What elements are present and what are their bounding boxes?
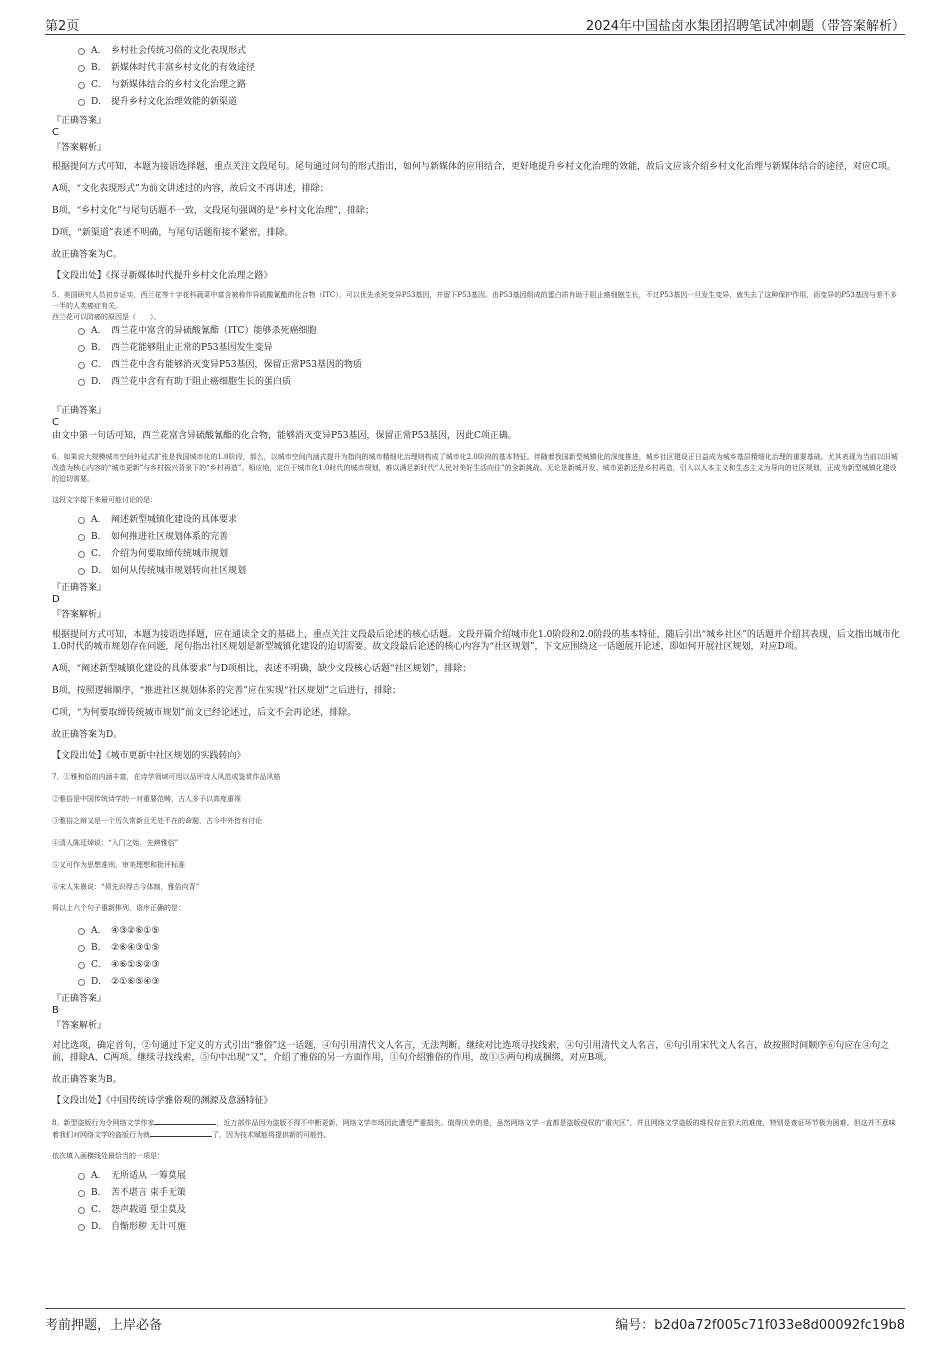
page-footer (45, 1308, 905, 1335)
source-citation: 【文段出处】《中国传统诗学雅俗观的渊源及意涵特征》 (52, 1096, 273, 1106)
option-a[interactable]: A． 无所适从 一筹莫展 (78, 1168, 902, 1185)
question-prompt: 将以上六个句子重新排列，语序正确的是： (52, 904, 185, 912)
option-d[interactable]: D． 如何从传统城市规划转向社区规划 (78, 563, 902, 580)
q7-options (52, 923, 902, 991)
option-c[interactable]: C． 介绍为何要取缔传统城市规划 (78, 546, 902, 563)
option-b[interactable]: B． 苦不堪言 束手无策 (78, 1185, 902, 1202)
analysis-text: D项，“新渠道”表述不明确，与尾句话题衔接不紧密，排除。 (52, 228, 294, 238)
blank-line (150, 1129, 212, 1137)
radio-icon[interactable] (78, 962, 85, 969)
q5-options (52, 323, 902, 391)
sentence-item: 7、①雅和俗的内涵丰富，在诗学领域可用以品评诗人风范或鉴赏作品风格 (52, 773, 281, 781)
radio-icon[interactable] (78, 979, 85, 986)
q4-options (52, 43, 902, 111)
option-a[interactable]: A． ④③②⑥①⑤ (78, 923, 902, 940)
radio-icon[interactable] (78, 362, 85, 369)
option-b[interactable]: B． 西兰花能够阻止正常的P53基因发生变异 (78, 340, 902, 357)
radio-icon[interactable] (78, 65, 85, 72)
analysis-label: 『答案解析』 (52, 610, 107, 620)
radio-icon[interactable] (78, 1224, 85, 1231)
page-header (45, 12, 905, 35)
option-d[interactable]: D． ②①⑥⑤④③ (78, 974, 902, 991)
footer-slogan: 考前押题，上岸必备 (45, 1318, 163, 1333)
sentence-item: ④清人陈廷焯说：“入门之始，先辨雅俗” (52, 839, 179, 847)
option-a[interactable]: A． 西兰花中富含的异硫酸氰酯（ITC）能够杀死癌细胞 (78, 323, 902, 340)
radio-icon[interactable] (78, 1173, 85, 1180)
correct-answer: C (52, 127, 59, 138)
option-c[interactable]: C． ④⑥①⑤②③ (78, 957, 902, 974)
radio-icon[interactable] (78, 928, 85, 935)
analysis-text: B项，按照逻辑顺序，“推进社区规划体系的完善”应在实现“社区规划”之后进行，排除； (52, 686, 402, 696)
radio-icon[interactable] (78, 517, 85, 524)
page-content (52, 43, 902, 1236)
radio-icon[interactable] (78, 551, 85, 558)
analysis-text: A项，“阐述新型城镇化建设的具体要求”与D项相比，表述不明确，缺少文段核心话题“社区规划”，排除； (52, 664, 472, 674)
correct-answer-label: 『正确答案』 (52, 994, 107, 1004)
source-citation: 【文段出处】《探寻新媒体时代提升乡村文化治理之路》 (52, 271, 273, 281)
source-citation: 【文段出处】《城市更新中社区规划的实践转向》 (52, 751, 246, 761)
radio-icon[interactable] (78, 99, 85, 106)
document-code: 编号：b2d0a72f005c71f033e8d00092fc19b8 (615, 1318, 905, 1333)
sentence-item: ②雅俗是中国传统诗学的一对重要范畴，古人多予以高度重视 (52, 795, 241, 803)
analysis-label: 『答案解析』 (52, 1021, 107, 1031)
analysis-text: 根据提问方式可知，本题为接语选择题，重点关注文段尾句。尾句通过问句的形式指出，如何与新媒体的应用结合，更好地提升乡村文化治理的效能，故后文应该介绍乡村文化治理与新媒体结合的途径，对应C项。 (52, 162, 896, 172)
sentence-item: ⑥宋人朱熹说：“须先识得古今体制，雅俗向背” (52, 883, 200, 891)
option-c[interactable]: C． 西兰花中含有能够消灭变异P53基因，保留正常P53基因的物质 (78, 357, 902, 374)
option-c[interactable]: C． 与新媒体结合的乡村文化治理之路 (78, 77, 902, 94)
sentence-item: ③雅俗之辩又是一个历久常新且无处不在的命题，古今中外皆有讨论 (52, 817, 262, 825)
blank-line (154, 1117, 216, 1125)
option-a[interactable]: A． 乡村社会传统习俗的文化表现形式 (78, 43, 902, 60)
analysis-conclusion: 故正确答案为B。 (52, 1075, 122, 1085)
correct-answer-label: 『正确答案』 (52, 406, 107, 416)
correct-answer: C (52, 417, 59, 428)
radio-icon[interactable] (78, 379, 85, 386)
analysis-text: B项，“乡村文化”与尾句话题不一致，文段尾句强调的是“乡村文化治理”，排除； (52, 206, 375, 216)
q6-options (52, 512, 902, 580)
option-d[interactable]: D． 提升乡村文化治理效能的新渠道 (78, 94, 902, 111)
question-stem: 6、如果说大规模城市空间外延式扩张是我国城市化的1.0阶段，那么，以城市空间内涵式提升为指向的城市精细化治理则构成了城市化2.0阶段的基本特征。伴随着我国新型城镇化的深度推进，城乡社区建设正日益成为城乡基层精细化治理的重要基础。尤其表现为当前以旧城改造为核心内容的“城市更新”与乡村振兴背景下的“乡村再造”。相应地，定位于城市化1.0时代的城市规划，难以满足新时代“人民对美好生活向往”的全新挑战。无论是新城开发、城市更新还是乡村再造，引入以人本主义和生态主义为导向的社区规划，正成为新型城镇化建设的迫切需要。 (52, 453, 898, 483)
document-title: 2024年中国盐卤水集团招聘笔试冲刺题（带答案解析） (585, 19, 905, 34)
option-b[interactable]: B． 如何推进社区规划体系的完善 (78, 529, 902, 546)
analysis-label: 『答案解析』 (52, 143, 107, 153)
radio-icon[interactable] (78, 534, 85, 541)
analysis-text: 根据提问方式可知，本题为接语选择题，应在通读全文的基础上，重点关注文段最后论述的核心话题。文段开篇介绍城市化1.0阶段和2.0阶段的基本特征，随后引出“城乡社区”的话题并介绍其表现，后文指出城市化1.0时代的城市规划存在问题，尾句指出社区规划是新型城镇化建设的迫切需要。故文段最后论述的核心内容为“社区规划”，下文应围绕这一话题展开论述，即如何开展社区规划，对应D项。 (52, 630, 900, 652)
question-prompt: 依次填入画横线处最恰当的一项是： (52, 1152, 164, 1160)
sentence-item: ⑤又可作为思想准则，审美理想和批评标准 (52, 861, 185, 869)
option-b[interactable]: B． ②⑥④③①⑤ (78, 940, 902, 957)
question-prompt: 西兰花可以防癌的原因是（ ）。 (52, 313, 161, 321)
analysis-text: A项，“文化表现形式”为前文讲述过的内容，故后文不再讲述，排除； (52, 184, 329, 194)
radio-icon[interactable] (78, 328, 85, 335)
correct-answer: B (52, 1005, 59, 1016)
radio-icon[interactable] (78, 345, 85, 352)
radio-icon[interactable] (78, 48, 85, 55)
radio-icon[interactable] (78, 82, 85, 89)
option-c[interactable]: C． 怨声载道 望尘莫及 (78, 1202, 902, 1219)
question-stem: 5、美国研究人员初步证实，西兰花等十字花科蔬菜中富含被称作异硫酸氰酯的化合物（ITC），可以优先杀死变异P53基因，并留下P53基因。由P53基因组成的蛋白质有助于阻止癌细胞生长，不过P53基因一旦发生变异，就失去了这种保护作用，而变异的P53基因与差不多一半的人类癌症有关。 (52, 291, 897, 310)
analysis-text: 由文中第一句话可知，西兰花富含异硫酸氰酯的化合物，能够消灭变异P53基因，保留正常P53基因，因此C项正确。 (52, 431, 517, 441)
option-d[interactable]: D． 西兰花中含有有助于阻止癌细胞生长的蛋白质 (78, 374, 902, 391)
option-b[interactable]: B． 新媒体时代丰富乡村文化的有效途径 (78, 60, 902, 77)
option-a[interactable]: A． 阐述新型城镇化建设的具体要求 (78, 512, 902, 529)
correct-answer-label: 『正确答案』 (52, 116, 107, 126)
radio-icon[interactable] (78, 568, 85, 575)
analysis-conclusion: 故正确答案为C。 (52, 250, 122, 260)
correct-answer: D (52, 594, 60, 605)
option-d[interactable]: D． 自惭形秽 无计可施 (78, 1219, 902, 1236)
analysis-text: C项，“为何要取缔传统城市规划”前文已经论述过，后文不会再论述，排除。 (52, 708, 357, 718)
question-stem: 8、新型盗版行为令网络文学作家 ，近万部作品因为盗版不得不中断更新，网络文学市场因此遭受严重损失。值得庆幸的是，虽然网络文学一直都是盗版侵权的“重灾区”，并且网络文学盗版的维权存在很大的难度，特别是查证环节极为困难。但这并不意味着我们对网络文学的盗版行为就 了，因为技术赋能将提供新的可能性。 (52, 1119, 896, 1139)
question-prompt: 这段文字接下来最可能讨论的是： (52, 496, 157, 504)
page-number: 第2页 (45, 19, 80, 34)
correct-answer-label: 『正确答案』 (52, 583, 107, 593)
radio-icon[interactable] (78, 1190, 85, 1197)
radio-icon[interactable] (78, 1207, 85, 1214)
radio-icon[interactable] (78, 945, 85, 952)
analysis-text: 对比选项，确定首句，②句通过下定义的方式引出“雅俗”这一话题，④句引用清代文人名言，无法判断。继续对比选项寻找线索，④句引用清代文人名言，⑥句引用宋代文人名言，故按照时间顺序⑥句应在④句之前，排除A、C两项。继续寻找线索，⑤句中出现“又”，介绍了雅俗的另一方面作用，①句介绍雅俗的作用，故①⑤两句构成捆绑，对应B项。 (52, 1041, 890, 1063)
analysis-conclusion: 故正确答案为D。 (52, 730, 123, 740)
q8-options (52, 1168, 902, 1236)
